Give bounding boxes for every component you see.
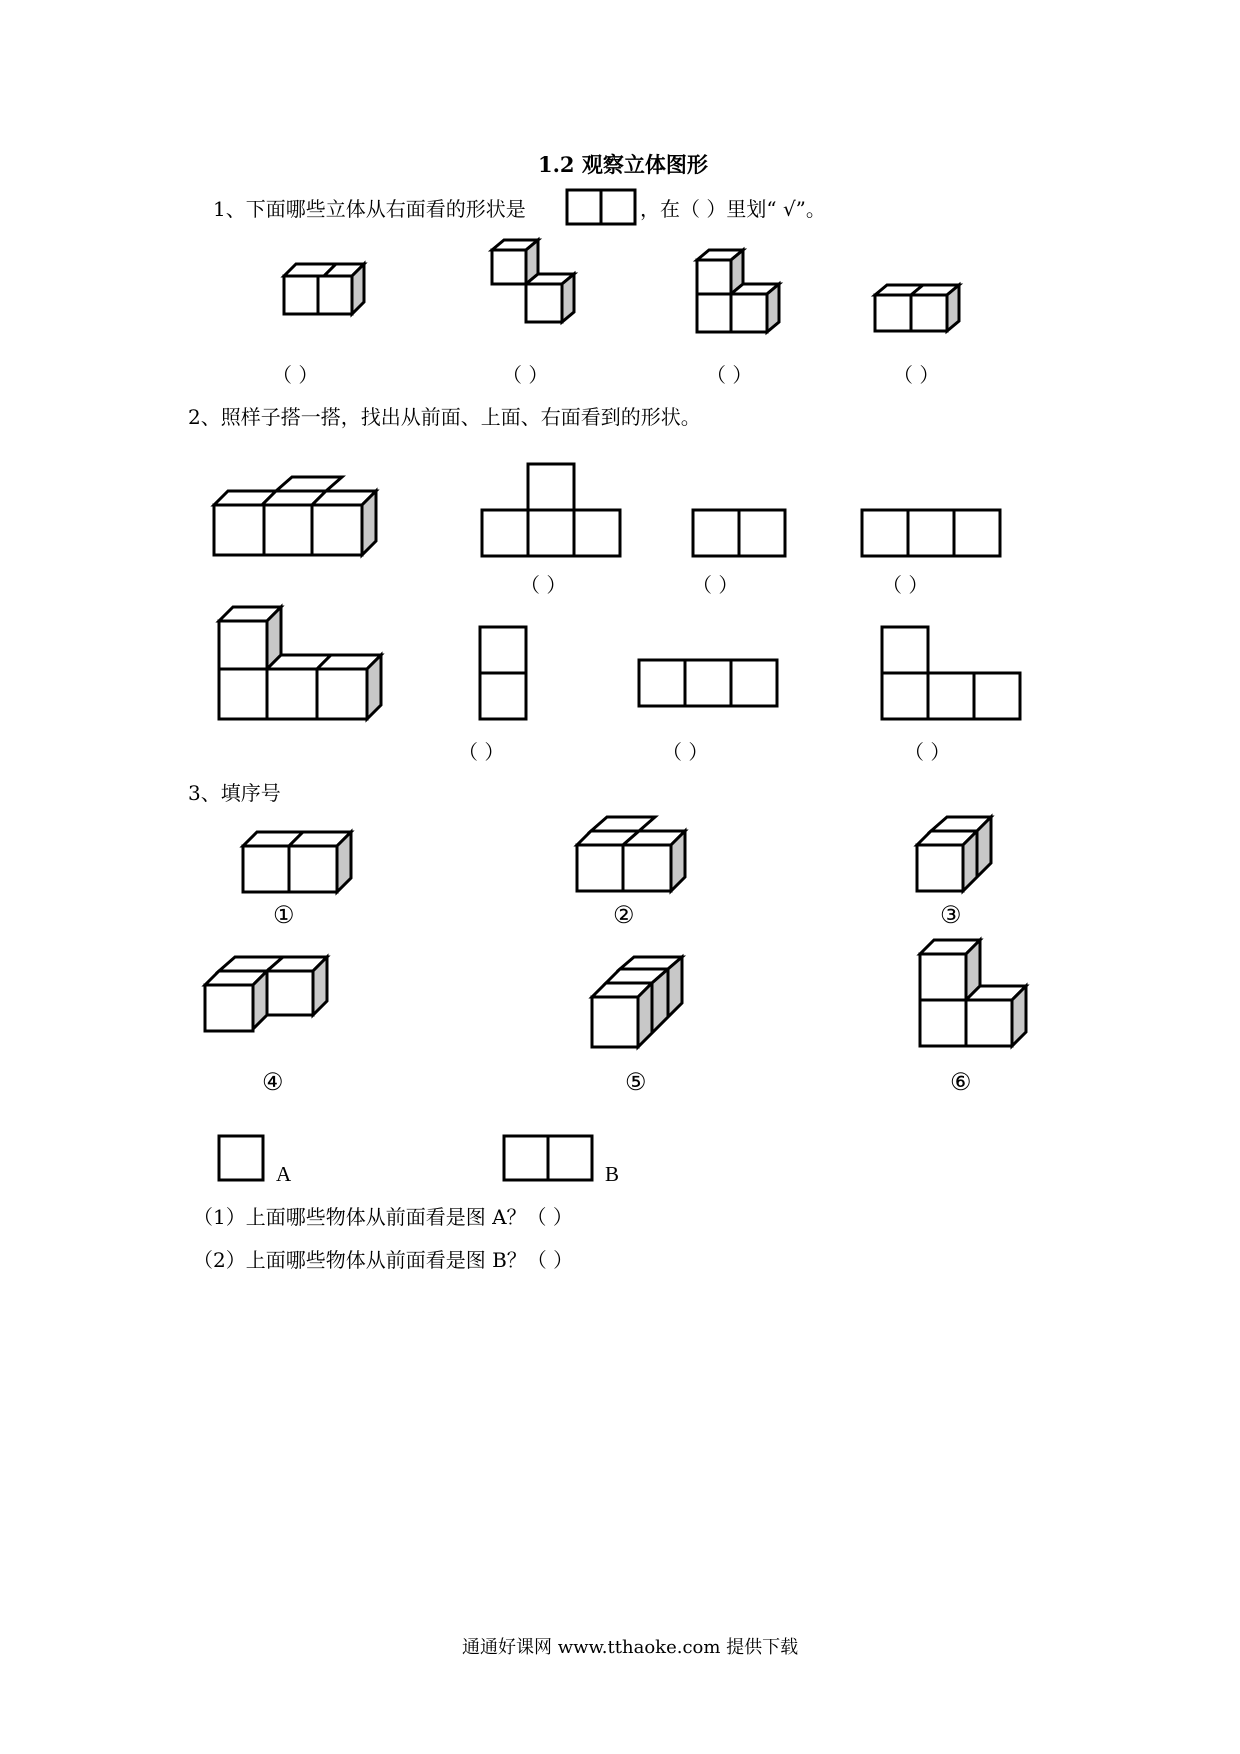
q3-sub-question-1[interactable]: （1）上面哪些物体从前面看是图 A？（ ） — [193, 1205, 573, 1229]
q3-solid-5 — [590, 955, 690, 1053]
q2-view-1b — [691, 508, 789, 560]
q2-model-2 — [217, 605, 387, 723]
q3-number-3: ③ — [940, 901, 962, 929]
footer-text: 通通好课网 www.tthaoke.com 提供下载 — [462, 1637, 799, 1658]
q1-solid-1 — [280, 262, 380, 324]
q2-view-2b — [637, 658, 782, 710]
figure-a-square — [217, 1134, 267, 1184]
q3-solid-4 — [203, 955, 328, 1037]
q2-row1-blank-1[interactable]: （ ） — [520, 573, 567, 597]
q2-view-1c — [860, 508, 1005, 560]
q2-view-2a — [478, 625, 530, 723]
q3-number-4: ④ — [262, 1068, 284, 1096]
q2-row1-blank-3[interactable]: （ ） — [882, 573, 929, 597]
question-1-instruction: ，在（ ）里划“ √”。 — [640, 197, 826, 221]
q3-number-5: ⑤ — [625, 1068, 647, 1096]
q1-solid-2 — [490, 238, 590, 326]
q3-sub-question-2[interactable]: （2）上面哪些物体从前面看是图 B？（ ） — [193, 1248, 574, 1272]
q1-answer-blank-2[interactable]: （ ） — [502, 363, 549, 387]
q3-solid-1 — [241, 830, 356, 898]
question-1-text: 1、下面哪些立体从右面看的形状是 — [213, 197, 526, 221]
q3-number-2: ② — [613, 901, 635, 929]
q1-answer-blank-1[interactable]: （ ） — [272, 363, 319, 387]
q2-row2-blank-1[interactable]: （ ） — [458, 740, 505, 764]
q3-solid-3 — [915, 815, 995, 899]
page-title: 1.2 观察立体图形 — [538, 152, 708, 177]
q2-row2-blank-2[interactable]: （ ） — [662, 740, 709, 764]
q1-reference-two-squares — [565, 188, 637, 228]
q2-row2-blank-3[interactable]: （ ） — [904, 740, 951, 764]
figure-b-squares — [502, 1134, 597, 1184]
q2-model-1 — [212, 475, 382, 560]
q1-answer-blank-4[interactable]: （ ） — [893, 363, 940, 387]
q2-view-1a — [480, 462, 625, 558]
q3-number-1: ① — [273, 901, 295, 929]
q2-row1-blank-2[interactable]: （ ） — [692, 573, 739, 597]
figure-b-label: B — [605, 1162, 620, 1186]
q1-solid-4 — [873, 283, 973, 335]
q3-solid-2 — [575, 815, 690, 899]
figure-a-label: A — [276, 1162, 292, 1186]
q3-solid-6 — [918, 938, 1033, 1048]
q1-solid-3 — [695, 248, 795, 338]
q3-number-6: ⑥ — [950, 1068, 972, 1096]
question-3-text: 3、填序号 — [188, 781, 281, 805]
q2-view-2c — [880, 625, 1025, 723]
question-2-text: 2、照样子搭一搭，找出从前面、上面、右面看到的形状。 — [188, 405, 701, 429]
q1-answer-blank-3[interactable]: （ ） — [706, 363, 753, 387]
